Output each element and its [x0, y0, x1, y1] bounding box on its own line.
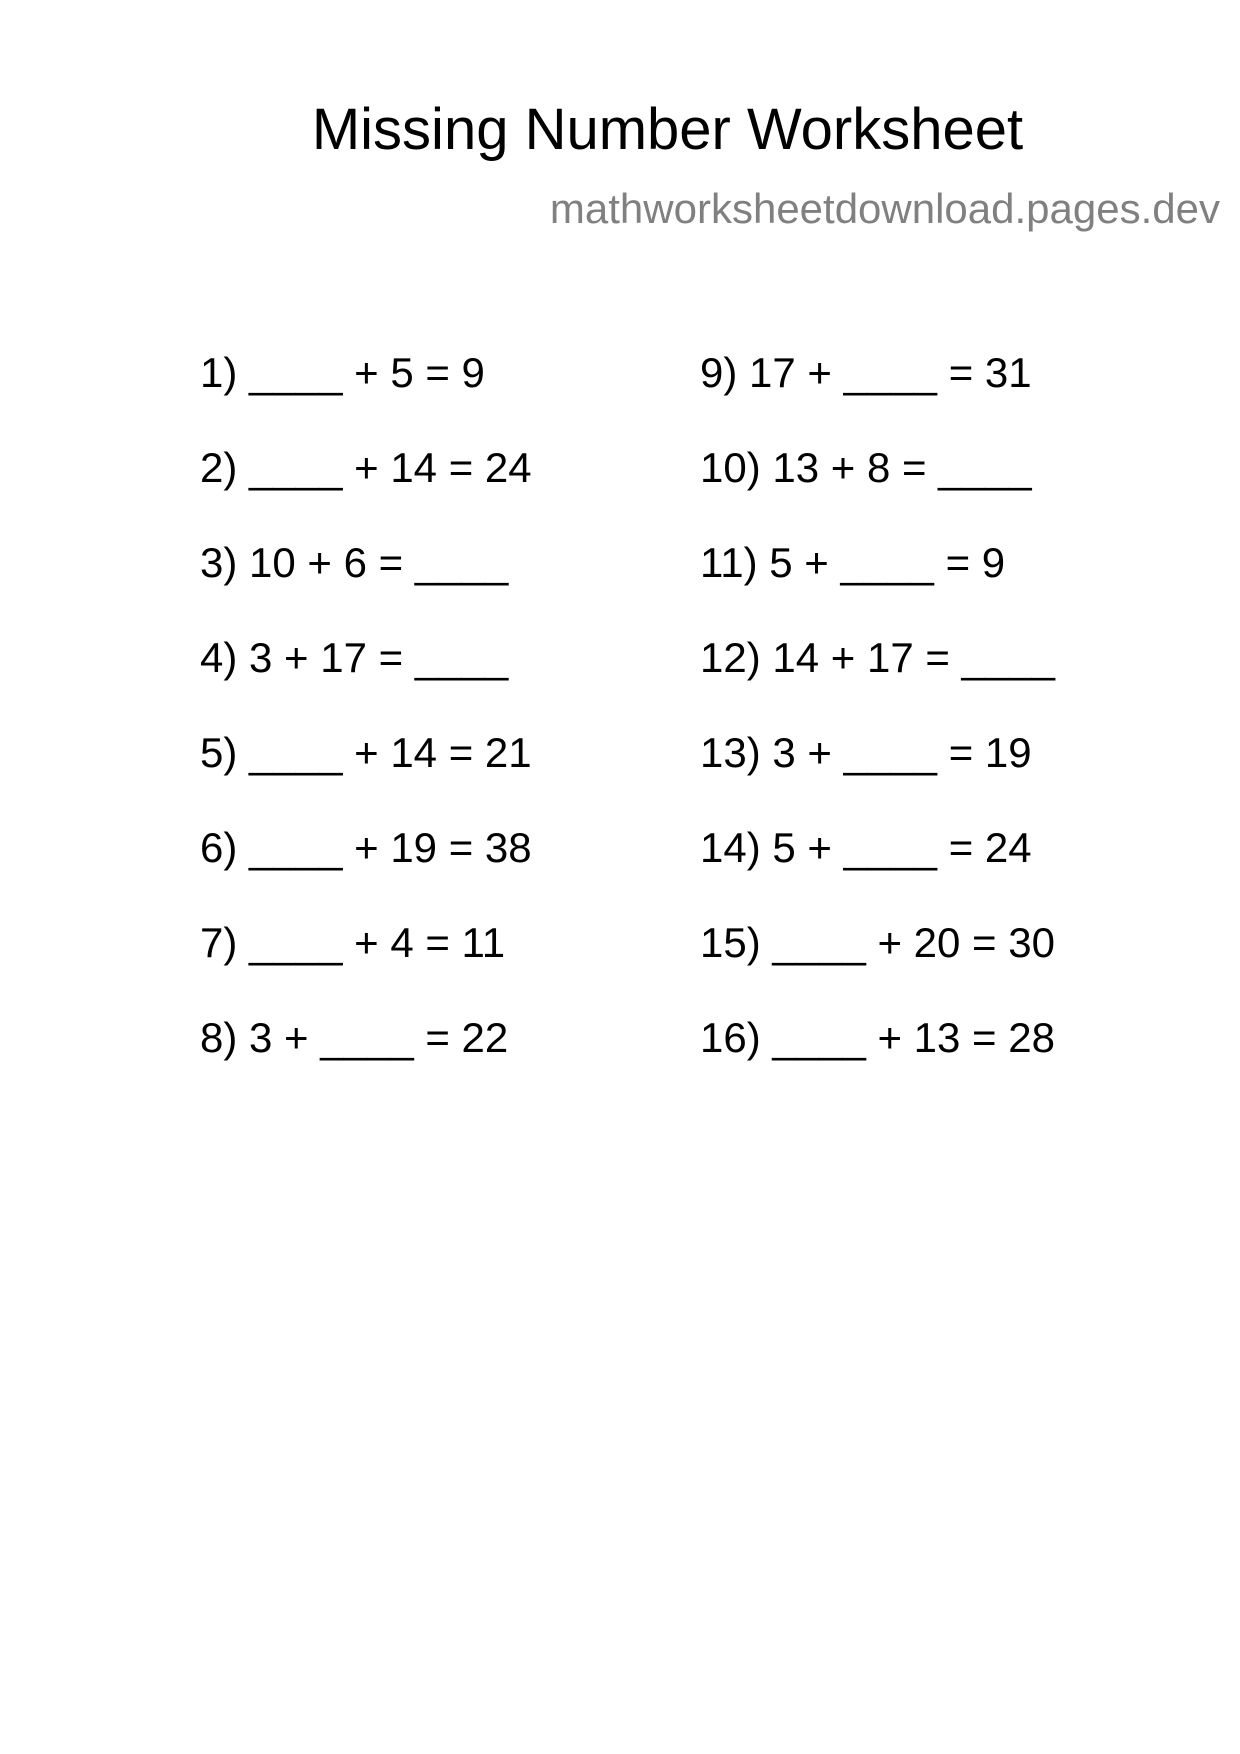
problem-4: 4) 3 + 17 = ____ [200, 634, 509, 681]
problem-16: 16) ____ + 13 = 28 [700, 1014, 1055, 1061]
problem-11: 11) 5 + ____ = 9 [700, 539, 1006, 586]
problem-7: 7) ____ + 4 = 11 [200, 919, 506, 966]
problem-column-right [700, 348, 1055, 1108]
problem-1: 1) ____ + 5 = 9 [200, 349, 485, 396]
problem-2: 2) ____ + 14 = 24 [200, 444, 532, 491]
problem-14: 14) 5 + ____ = 24 [700, 824, 1032, 871]
problem-5: 5) ____ + 14 = 21 [200, 729, 532, 776]
problem-13: 13) 3 + ____ = 19 [700, 729, 1032, 776]
problem-6: 6) ____ + 19 = 38 [200, 824, 532, 871]
problem-column-left [200, 348, 532, 1108]
problem-3: 3) 10 + 6 = ____ [200, 539, 509, 586]
source-url: mathworksheetdownload.pages.dev [549, 185, 1220, 232]
page-title: Missing Number Worksheet [311, 97, 1024, 162]
problem-10: 10) 13 + 8 = ____ [700, 444, 1032, 491]
problem-12: 12) 14 + 17 = ____ [700, 634, 1055, 681]
problem-15: 15) ____ + 20 = 30 [700, 919, 1055, 966]
problem-9: 9) 17 + ____ = 31 [700, 349, 1032, 396]
problem-8: 8) 3 + ____ = 22 [200, 1014, 509, 1061]
